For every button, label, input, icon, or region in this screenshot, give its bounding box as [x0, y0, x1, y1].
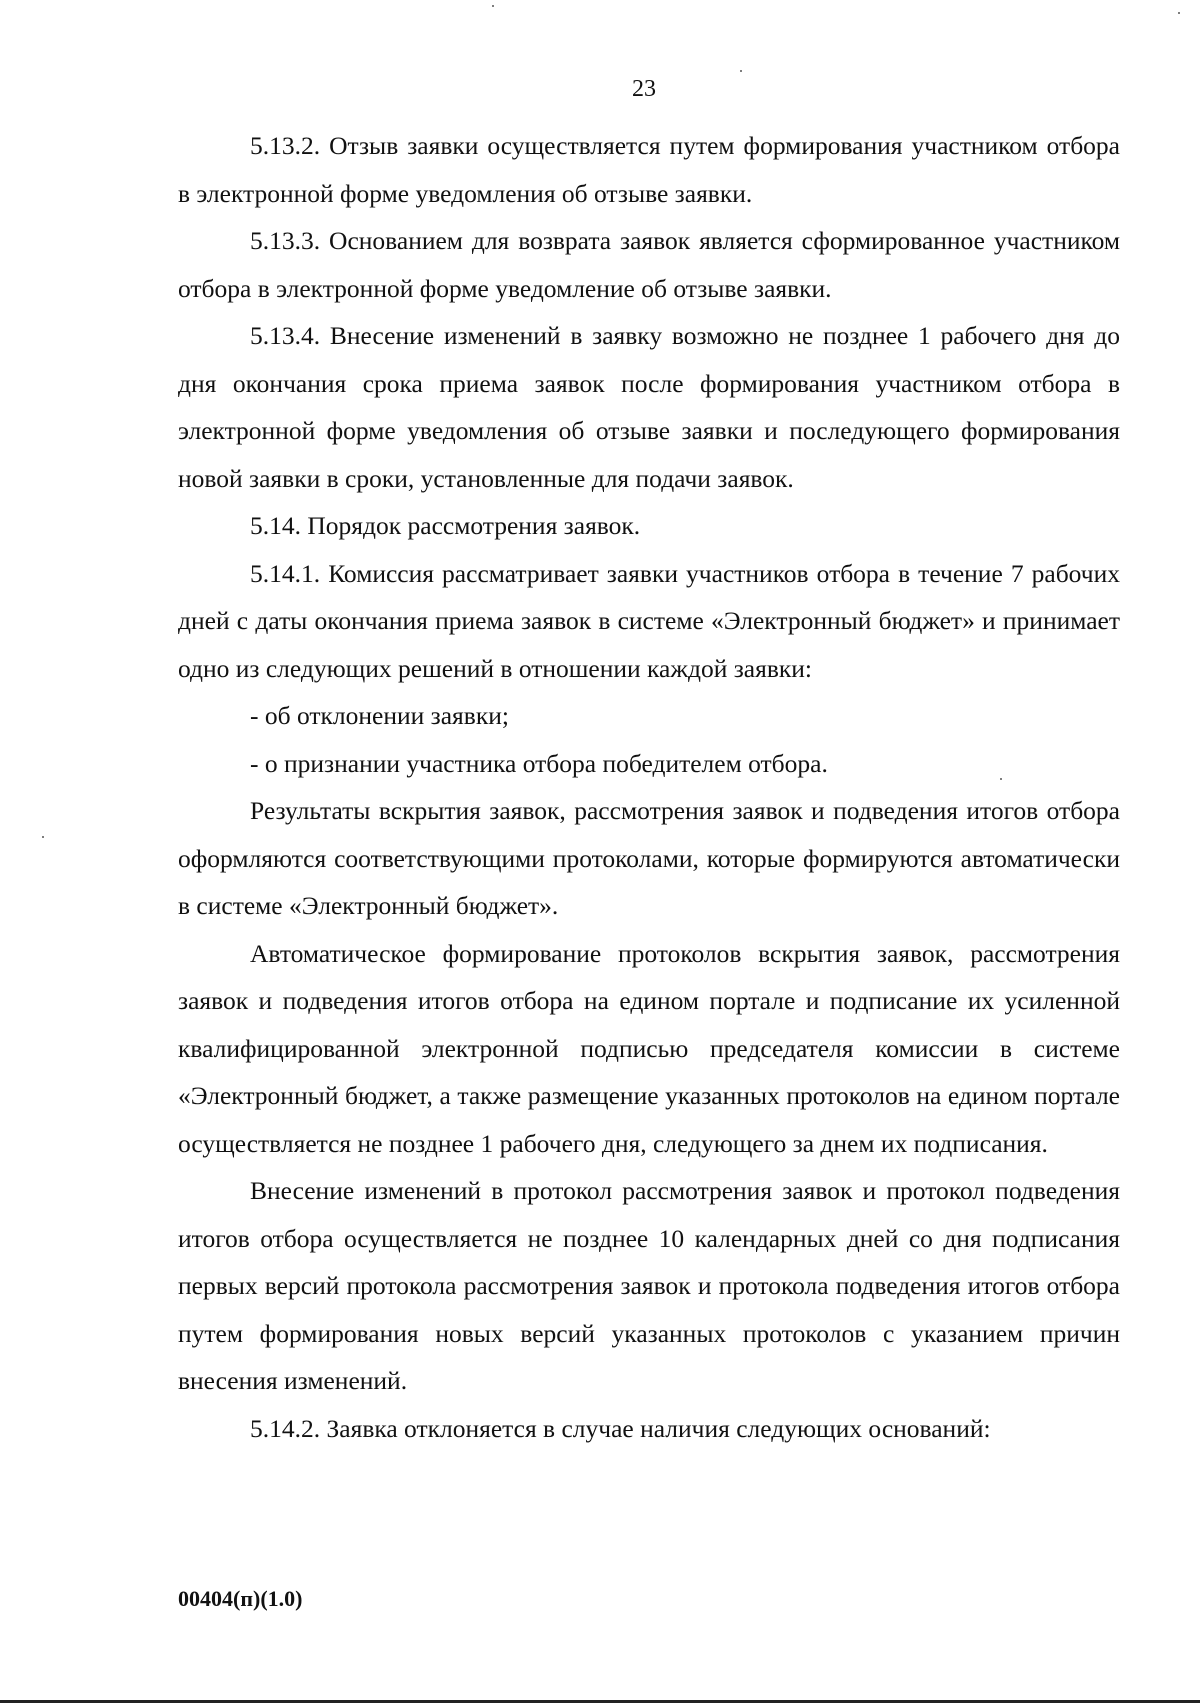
- scan-edge-line: [0, 1700, 1200, 1703]
- scan-speck: [1000, 778, 1002, 780]
- paragraph-5-13-2: 5.13.2. Отзыв заявки осуществляется путем формирования участником отбора в электронной форме уведомления об отзыве заявки.: [178, 131, 1120, 208]
- paragraph-5-14: 5.14. Порядок рассмотрения заявок.: [250, 511, 641, 540]
- scan-speck: [492, 5, 494, 7]
- page-number: 23: [632, 76, 656, 102]
- paragraph-5-14-1: 5.14.1. Комиссия рассматривает заявки участников отбора в течение 7 рабочих дней с даты окончания приема заявок в системе «Электронный бюджет» и принимает одно из следующих решений в отношении каждой заявки:: [178, 558, 1120, 683]
- document-body: [178, 122, 1120, 1452]
- paragraph-results: Результаты вскрытия заявок, рассмотрения заявок и подведения итогов отбора оформляются соответствующими протоколами, которые формируются автоматически в системе «Электронный бюджет».: [178, 796, 1120, 920]
- paragraph-protocol-changes: Внесение изменений в протокол рассмотрения заявок и протокол подведения итогов отбора осуществляется не позднее 10 календарных дней со дня подписания первых версий протокола рассмотрения заявок и протокола подведения итогов отбора путем формирования новых версий указанных протоколов с указанием причин внесения изменений.: [178, 1176, 1120, 1395]
- paragraph-5-13-3: 5.13.3. Основанием для возврата заявок является сформированное участником отбора в электронной форме уведомление об отзыве заявки.: [178, 226, 1120, 303]
- scan-speck: [740, 70, 742, 72]
- list-item-winner: - о признании участника отбора победителем отбора.: [250, 748, 828, 778]
- scan-speck: [1178, 12, 1180, 14]
- scan-speck: [42, 836, 44, 838]
- list-item-rejection: - об отклонении заявки;: [250, 701, 509, 730]
- paragraph-5-14-2: 5.14.2. Заявка отклоняется в случае наличия следующих оснований:: [250, 1413, 991, 1443]
- paragraph-5-13-4: 5.13.4. Внесение изменений в заявку возможно не позднее 1 рабочего дня до дня окончания срока приема заявок после формирования участником отбора в электронной форме уведомления об отзыве заявки и последующего формирования новой заявки в сроки, установленные для подачи заявок.: [178, 321, 1120, 493]
- paragraph-automatic-protocols: Автоматическое формирование протоколов вскрытия заявок, рассмотрения заявок и подведения итогов отбора на едином портале и подписание их усиленной квалифицированной электронной подписью председателя комиссии в системе «Электронный бюджет, а также размещение указанных протоколов на едином портале осуществляется не позднее 1 рабочего дня, следующего за днем их подписания.: [178, 938, 1120, 1158]
- footer-document-code: 00404(п)(1.0): [178, 1586, 303, 1611]
